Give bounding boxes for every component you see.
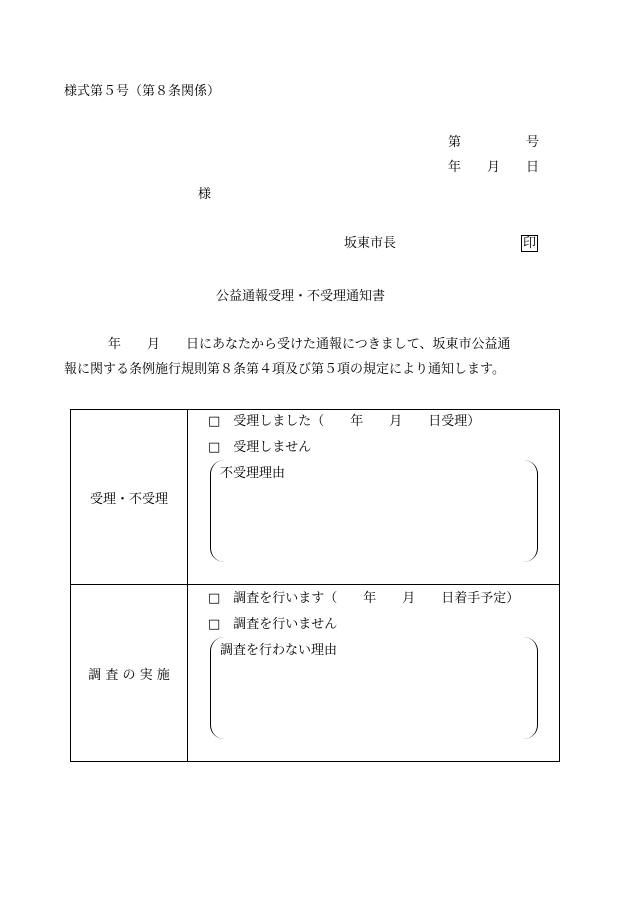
- addressee-suffix: 様: [198, 187, 212, 202]
- sender-name: 坂東市長: [344, 236, 397, 251]
- seal-mark: [521, 236, 538, 252]
- right-bracket: [523, 460, 538, 562]
- row-label-investigation: 調 査 の 実 施: [71, 585, 188, 762]
- document-title: 公益通報受理・不受理通知書: [216, 289, 386, 304]
- body-line-1: 年 月 日にあなたから受けた通報につきまして、坂東市公益通: [108, 337, 511, 352]
- table-row: [71, 410, 560, 585]
- accepted-checkbox-option[interactable]: □ 受理しました（ 年 月 日受理）: [208, 414, 481, 429]
- right-bracket: [523, 637, 538, 739]
- notice-table: [70, 409, 560, 762]
- row-label-acceptance: 受理・不受理: [71, 410, 188, 585]
- seal-stamp: 印: [523, 236, 537, 251]
- non-acceptance-reason-box[interactable]: [210, 460, 538, 562]
- non-acceptance-reason-label: 不受理理由: [220, 466, 286, 481]
- no-investigation-reason-box[interactable]: [210, 637, 538, 739]
- document-number: 第 号: [448, 135, 540, 150]
- not-investigate-checkbox-option[interactable]: □ 調査を行いません: [208, 617, 338, 632]
- investigate-checkbox-option[interactable]: □ 調査を行います（ 年 月 日着手予定）: [208, 591, 520, 606]
- body-line-2: 報に関する条例施行規則第８条第４項及び第５項の規定により通知します。: [64, 362, 505, 377]
- investigation-cell: [188, 585, 560, 762]
- no-investigation-reason-label: 調査を行わない理由: [220, 643, 338, 658]
- form-number: 様式第５号（第８条関係）: [64, 84, 221, 99]
- acceptance-cell: [188, 410, 560, 585]
- table-row: [71, 585, 560, 762]
- date-line: 年 月 日: [448, 160, 540, 175]
- not-accepted-checkbox-option[interactable]: □ 受理しません: [208, 440, 312, 455]
